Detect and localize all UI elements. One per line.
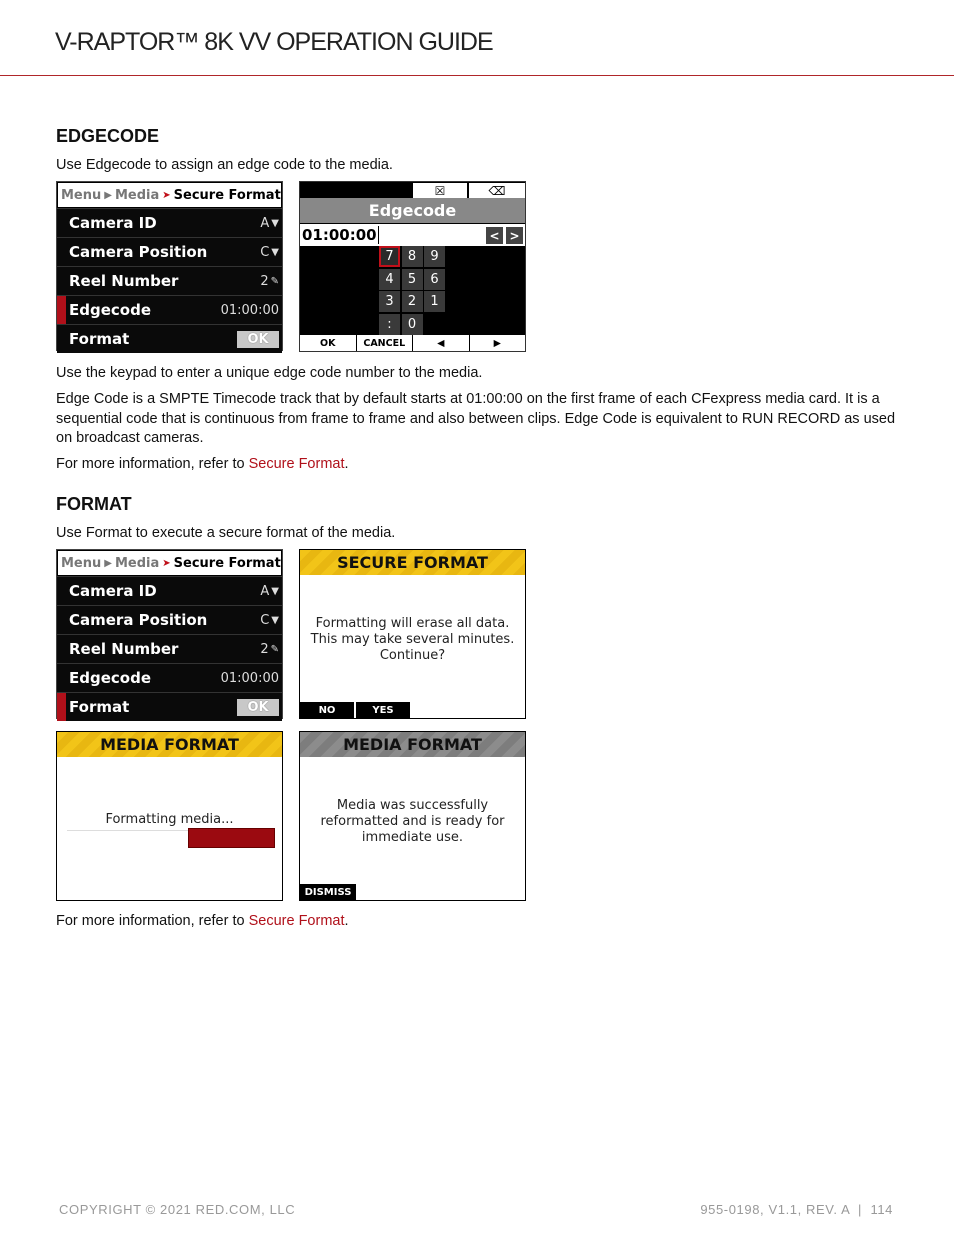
format-ok-button[interactable]: OK <box>237 699 279 716</box>
cursor-prev-button[interactable]: < <box>486 227 503 244</box>
dialog-message-line: immediate use. <box>361 830 464 845</box>
key-7[interactable]: 7 <box>379 246 400 267</box>
menu-row-label: Camera Position <box>69 611 208 629</box>
menu-row-value: C <box>260 244 270 260</box>
more-info-period: . <box>344 456 349 472</box>
chevron-right-icon: ▶ <box>104 189 112 201</box>
edit-icon: ✎ <box>270 643 279 655</box>
chevron-down-icon: ▼ <box>271 614 279 626</box>
secure-format-menu-format <box>56 549 283 719</box>
format-intro: Use Format to execute a secure format of the media. <box>56 525 396 541</box>
edgecode-entry-value: 01:00:00 <box>302 226 377 244</box>
dialog-title: MEDIA FORMAT <box>57 732 282 757</box>
breadcrumb-menu[interactable]: Menu <box>61 555 102 571</box>
menu-row-value: A <box>260 583 270 599</box>
right-arrow-icon[interactable]: ▶ <box>470 335 526 351</box>
breadcrumb-media[interactable]: Media <box>114 187 160 203</box>
menu-row-value: 2 <box>260 273 269 289</box>
chevron-right-icon: ➤ <box>162 557 171 569</box>
more-info-period: . <box>344 913 349 929</box>
menu-row-label: Edgecode <box>69 669 152 687</box>
menu-row-label: Camera ID <box>69 214 157 232</box>
menu-row-label: Edgecode <box>69 301 152 319</box>
key-0[interactable]: 0 <box>402 314 423 335</box>
key-2[interactable]: 2 <box>402 291 423 312</box>
clear-box-icon[interactable]: ☒ <box>413 183 467 198</box>
format-more-info <box>56 912 896 932</box>
key-1[interactable]: 1 <box>424 291 445 312</box>
menu-row-value: 01:00:00 <box>220 670 279 686</box>
edgecode-description: Edge Code is a SMPTE Timecode track that by default starts at 01:00:00 on the first frame of each CFexpress media card. It is a sequential code that is continuous from frame to frame and also between clips. Edge Code is equivalent to RUN RECORD as used on broadcast cameras. <box>56 391 896 446</box>
menu-row-edgecode[interactable] <box>57 295 282 324</box>
footer-copyright: COPYRIGHT © 2021 RED.COM, LLC <box>59 1202 296 1217</box>
dialog-title: SECURE FORMAT <box>300 550 525 575</box>
breadcrumb-menu[interactable]: Menu <box>61 187 102 203</box>
menu-row-label: Camera Position <box>69 243 208 261</box>
progress-bar-fill <box>188 828 275 848</box>
edit-icon: ✎ <box>270 275 279 287</box>
key-5[interactable]: 5 <box>402 269 423 290</box>
numeric-keypad <box>379 246 445 335</box>
menu-row-value: 01:00:00 <box>220 302 279 318</box>
breadcrumb <box>57 182 282 208</box>
menu-row-value: A <box>260 215 270 231</box>
key-colon[interactable]: : <box>379 314 400 335</box>
dialog-message <box>300 616 525 664</box>
dialog-message <box>300 798 525 846</box>
key-3[interactable]: 3 <box>379 291 400 312</box>
dialog-title: MEDIA FORMAT <box>300 732 525 757</box>
menu-row-label: Reel Number <box>69 640 179 658</box>
dialog-message-line: reformatted and is ready for <box>320 814 505 829</box>
keypad-ok-button[interactable]: OK <box>300 335 356 351</box>
keypad-title: Edgecode <box>300 198 525 223</box>
chevron-down-icon: ▼ <box>271 585 279 597</box>
menu-row-reel-number[interactable] <box>57 634 282 663</box>
keypad-note: Use the keypad to enter a unique edge code number to the media. <box>56 365 483 381</box>
menu-row-value: C <box>260 612 270 628</box>
chevron-down-icon: ▼ <box>271 246 279 258</box>
secure-format-link[interactable]: Secure Format <box>248 456 345 472</box>
edgecode-heading: EDGECODE <box>56 126 160 146</box>
cursor-next-button[interactable]: > <box>506 227 523 244</box>
left-arrow-icon[interactable]: ◀ <box>413 335 469 351</box>
menu-row-label: Camera ID <box>69 582 157 600</box>
secure-format-dialog <box>299 549 526 719</box>
breadcrumb-current: Secure Format <box>173 555 281 571</box>
edgecode-more-info <box>56 455 896 475</box>
menu-row-camera-id[interactable] <box>57 576 282 605</box>
secure-format-link[interactable]: Secure Format <box>248 913 345 929</box>
dialog-message-line: Continue? <box>379 648 446 663</box>
breadcrumb <box>57 550 282 576</box>
dialog-message-line: Media was successfully <box>336 798 489 813</box>
menu-row-format[interactable] <box>57 324 282 353</box>
menu-row-format[interactable] <box>57 692 282 721</box>
chevron-right-icon: ➤ <box>162 189 171 201</box>
edgecode-keypad-panel <box>299 181 526 352</box>
edgecode-intro: Use Edgecode to assign an edge code to the media. <box>56 157 393 173</box>
more-info-text: For more information, refer to <box>56 456 249 472</box>
menu-row-reel-number[interactable] <box>57 266 282 295</box>
progress-message: Formatting media... <box>105 812 234 827</box>
menu-row-camera-position[interactable] <box>57 237 282 266</box>
format-heading: FORMAT <box>56 494 132 514</box>
header-divider <box>0 75 954 76</box>
menu-row-label: Format <box>69 330 130 348</box>
no-button[interactable]: NO <box>300 702 354 718</box>
secure-format-menu-edgecode <box>56 181 283 351</box>
chevron-down-icon: ▼ <box>271 217 279 229</box>
dialog-message-line: Formatting will erase all data. <box>315 616 510 631</box>
footer-doc-ref: 955-0198, V1.1, REV. A | 114 <box>700 1202 893 1217</box>
key-4[interactable]: 4 <box>379 269 400 290</box>
keypad-cancel-button[interactable]: CANCEL <box>357 335 413 351</box>
dismiss-button[interactable]: DISMISS <box>300 884 356 900</box>
edgecode-entry-field[interactable] <box>300 224 525 246</box>
menu-row-camera-id[interactable] <box>57 208 282 237</box>
format-ok-button[interactable]: OK <box>237 331 279 348</box>
dialog-message-line: This may take several minutes. <box>310 632 515 647</box>
menu-row-label: Reel Number <box>69 272 179 290</box>
menu-row-camera-position[interactable] <box>57 605 282 634</box>
yes-button[interactable]: YES <box>356 702 410 718</box>
more-info-text: For more information, refer to <box>56 913 249 929</box>
breadcrumb-media[interactable]: Media <box>114 555 160 571</box>
media-format-progress-dialog <box>56 731 283 901</box>
media-format-done-dialog <box>299 731 526 901</box>
key-6[interactable]: 6 <box>424 269 445 290</box>
document-title: V-RAPTOR™ 8K VV OPERATION GUIDE <box>55 28 493 56</box>
menu-row-value: 2 <box>260 641 269 657</box>
menu-row-edgecode[interactable] <box>57 663 282 692</box>
breadcrumb-current: Secure Format <box>173 187 281 203</box>
key-9[interactable]: 9 <box>424 246 445 267</box>
menu-row-label: Format <box>69 698 130 716</box>
key-8[interactable]: 8 <box>402 246 423 267</box>
backspace-icon[interactable]: ⌫ <box>469 183 525 198</box>
chevron-right-icon: ▶ <box>104 557 112 569</box>
